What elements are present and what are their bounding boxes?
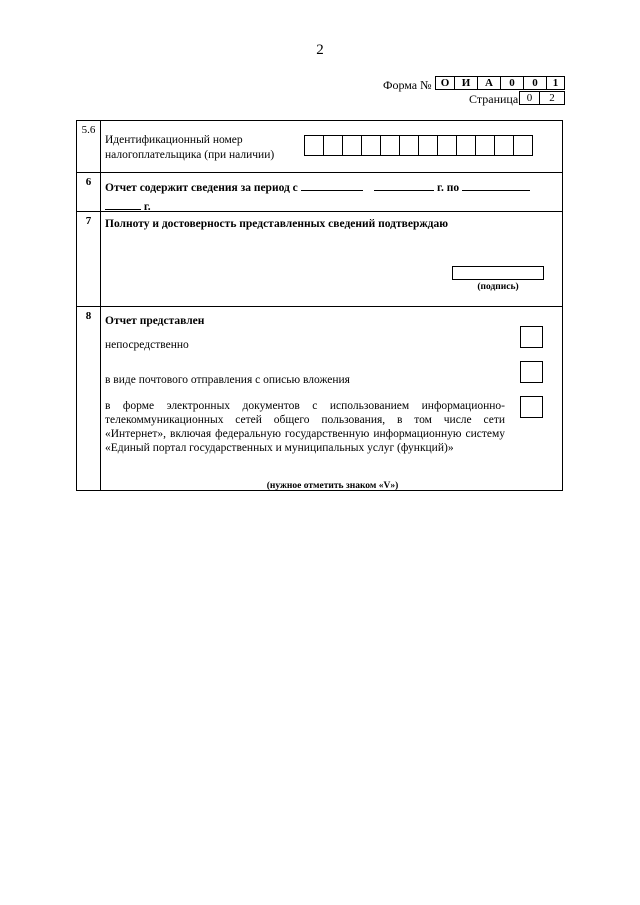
inn-digit-cell[interactable] xyxy=(475,135,495,156)
form-code-char: О xyxy=(435,76,455,90)
form-code-char: И xyxy=(454,76,478,90)
option-direct-label: непосредственно xyxy=(105,339,189,351)
row-number: 8 xyxy=(77,307,101,490)
page-digit: 2 xyxy=(539,91,565,105)
inn-digit-cell[interactable] xyxy=(380,135,400,156)
inn-digit-cell[interactable] xyxy=(456,135,476,156)
page-digit: 0 xyxy=(519,91,540,105)
page-label: Страница xyxy=(469,92,519,106)
page-number: 2 xyxy=(316,42,324,58)
inn-digit-cell[interactable] xyxy=(494,135,514,156)
row-inn xyxy=(77,121,562,173)
period-year-suffix: г. xyxy=(143,201,151,213)
form-code-char: А xyxy=(477,76,501,90)
inn-digit-cell[interactable] xyxy=(304,135,324,156)
inn-digit-cell[interactable] xyxy=(418,135,438,156)
inn-digit-cell[interactable] xyxy=(399,135,419,156)
inn-digit-cell[interactable] xyxy=(361,135,381,156)
form-code-char: 0 xyxy=(523,76,547,90)
option-direct-checkbox[interactable] xyxy=(520,326,543,348)
inn-input-cells[interactable] xyxy=(304,135,532,156)
confirm-text: Полноту и достоверность представленных сведений подтверждаю xyxy=(105,218,449,230)
period-start-day-month-field[interactable] xyxy=(301,179,363,191)
inn-label-line2: налогоплательщика (при наличии) xyxy=(105,149,275,161)
period-from-label: Отчет содержит сведения за период с xyxy=(105,182,298,194)
submitted-title: Отчет представлен xyxy=(105,315,205,327)
signature-caption: (подпись) xyxy=(477,282,519,292)
row-number: 5.6 xyxy=(77,121,101,172)
form-code-label: Форма № xyxy=(383,78,432,92)
mark-instruction-note: (нужное отметить знаком «V») xyxy=(266,481,399,491)
inn-digit-cell[interactable] xyxy=(437,135,457,156)
row-confirm xyxy=(77,212,562,307)
inn-digit-cell[interactable] xyxy=(342,135,362,156)
signature-field[interactable] xyxy=(452,266,544,280)
inn-digit-cell[interactable] xyxy=(513,135,533,156)
row-period xyxy=(77,173,562,212)
inn-digit-cell[interactable] xyxy=(323,135,343,156)
row-submitted xyxy=(77,307,562,490)
option-mail-label: в виде почтового отправления с описью вложения xyxy=(105,374,350,386)
row-number: 7 xyxy=(77,212,101,306)
report-form-table xyxy=(76,120,563,491)
period-start-year-field[interactable] xyxy=(374,179,434,191)
period-to-label: г. по xyxy=(437,182,460,194)
form-code-char: 1 xyxy=(546,76,565,90)
period-end-day-month-field[interactable] xyxy=(462,179,530,191)
inn-label xyxy=(105,133,305,163)
option-electronic-checkbox[interactable] xyxy=(520,396,543,418)
row-number: 6 xyxy=(77,173,101,211)
option-electronic-label: в форме электронных документов с использованием информационно-телекоммуникационных сетей общего пользования, в том числе сети «Интернет», включая федеральную государственную информационную систему «Единый портал государственных и муниципальных услуг (функций)» xyxy=(105,400,505,454)
option-mail-checkbox[interactable] xyxy=(520,361,543,383)
period-end-year-field[interactable] xyxy=(105,198,141,210)
form-code-char: 0 xyxy=(500,76,524,90)
inn-label-line1: Идентификационный номер xyxy=(105,134,243,146)
